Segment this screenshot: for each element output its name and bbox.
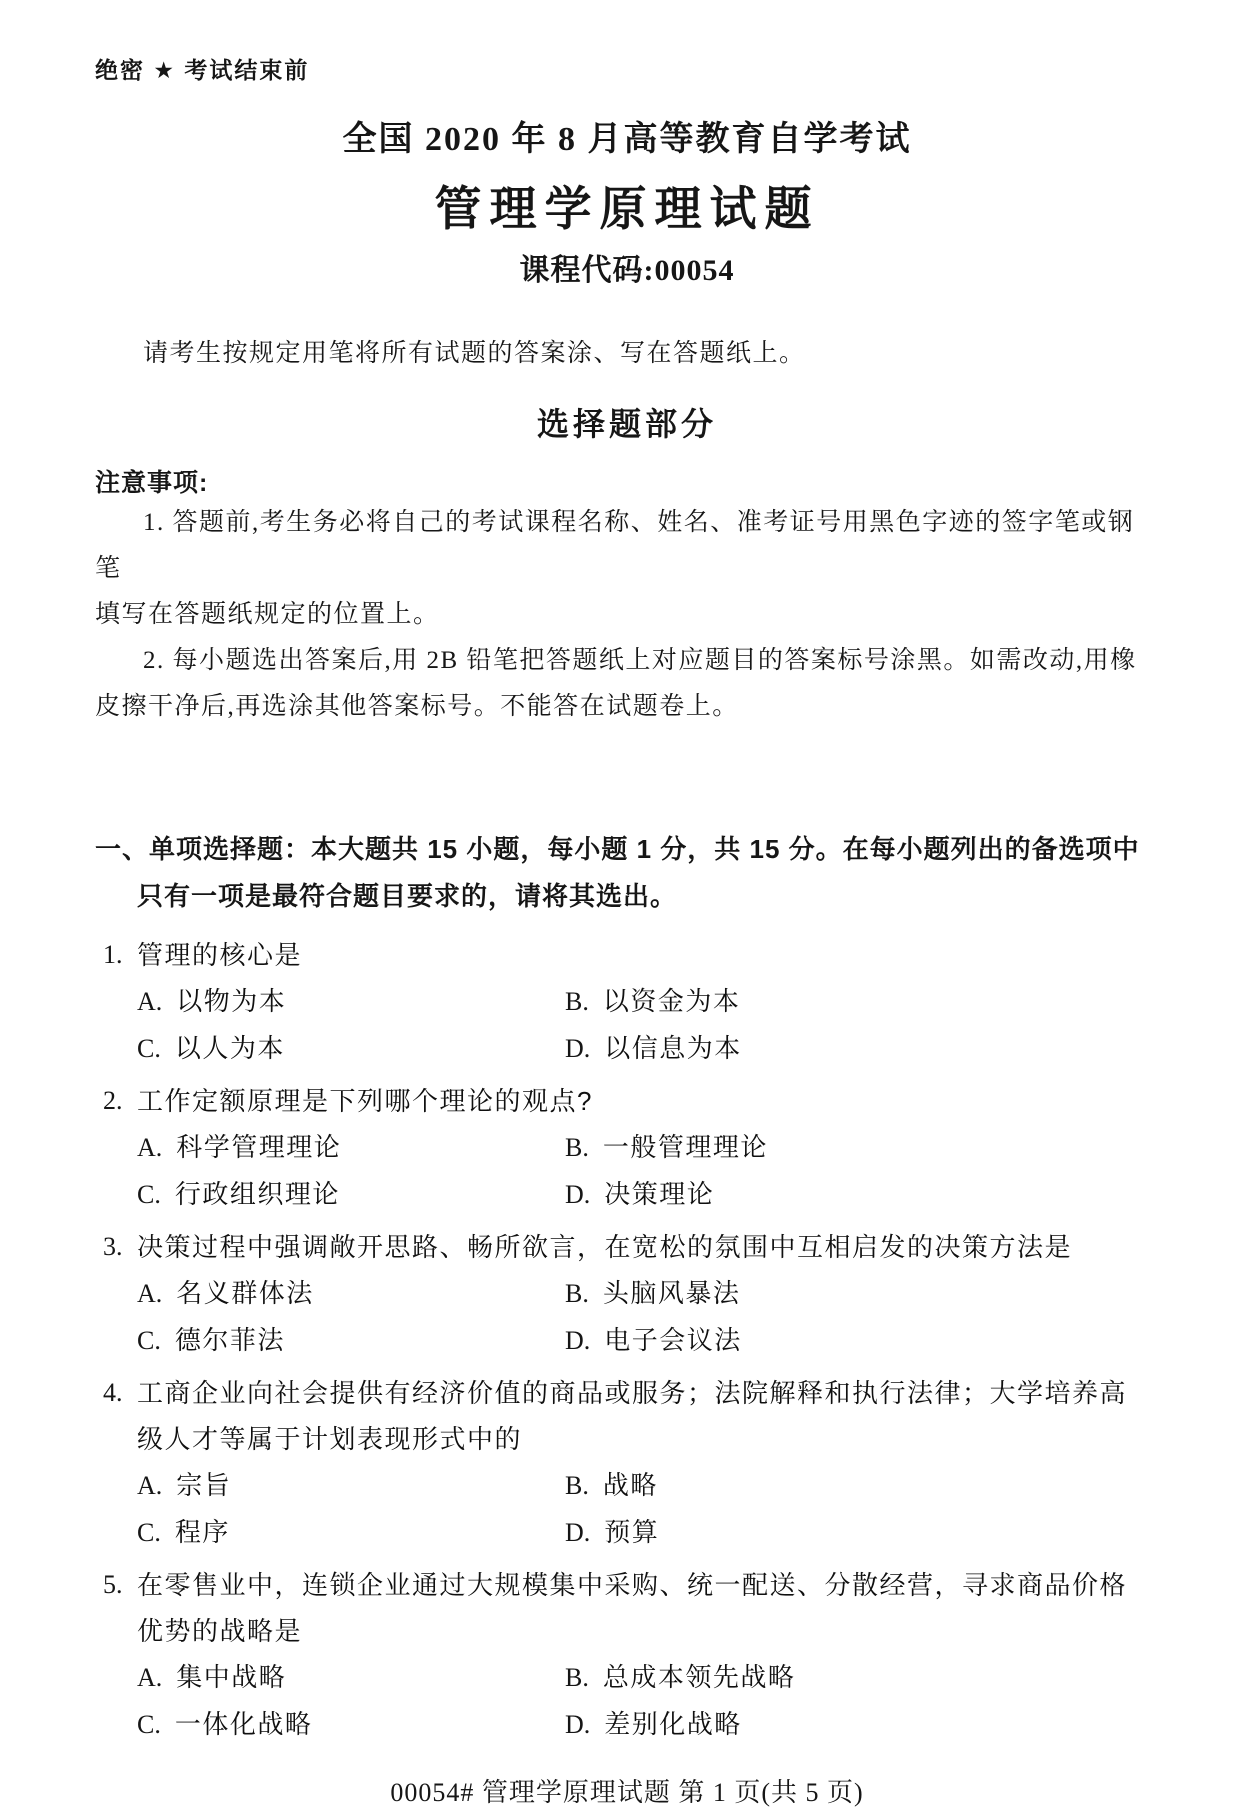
question-stem: 管理的核心是 xyxy=(137,940,303,970)
option-d xyxy=(565,1509,1159,1556)
note-line: 1. 答题前,考生务必将自己的考试课程名称、姓名、准考证号用黑色字迹的签字笔或钢笔 xyxy=(95,509,1135,582)
option-c xyxy=(137,1317,565,1364)
option-text: 集中战略 xyxy=(176,1662,287,1692)
option-text: 科学管理理论 xyxy=(176,1132,342,1162)
option-letter: D. xyxy=(565,1034,591,1063)
option-a xyxy=(137,1462,565,1509)
answer-sheet-instruction: 请考生按规定用笔将所有试题的答案涂、写在答题纸上。 xyxy=(143,340,806,367)
option-letter: D. xyxy=(565,1326,591,1355)
option-text: 宗旨 xyxy=(176,1470,232,1500)
option-letter: C. xyxy=(137,1710,161,1739)
option-letter: C. xyxy=(137,1180,161,1209)
option-d xyxy=(565,1171,1159,1218)
option-text: 差别化战略 xyxy=(604,1709,742,1739)
question-stem: 决策过程中强调敞开思路、畅所欲言，在宽松的氛围中互相启发的决策方法是 xyxy=(137,1232,1073,1262)
option-letter: C. xyxy=(137,1518,161,1547)
course-code: 课程代码:00054 xyxy=(519,254,735,287)
option-a xyxy=(137,1654,565,1701)
classification-banner: 绝密 ★ 考试结束前 xyxy=(95,57,310,83)
option-letter: A. xyxy=(137,1663,163,1692)
option-letter: D. xyxy=(565,1518,591,1547)
note-item-2 xyxy=(95,638,1159,730)
question-number: 3. xyxy=(103,1232,123,1261)
option-a xyxy=(137,1270,565,1317)
option-letter: B. xyxy=(565,1471,589,1500)
option-text: 决策理论 xyxy=(604,1179,715,1209)
option-text: 以物为本 xyxy=(176,986,287,1016)
option-letter: A. xyxy=(137,1471,163,1500)
question-1 xyxy=(95,932,1159,1072)
question-number: 1. xyxy=(103,940,123,969)
question-number: 2. xyxy=(103,1086,123,1115)
question-2 xyxy=(95,1078,1159,1218)
option-letter: A. xyxy=(137,1133,163,1162)
question-4 xyxy=(95,1370,1159,1556)
question-3 xyxy=(95,1224,1159,1364)
option-b xyxy=(565,1124,1159,1171)
question-5 xyxy=(95,1562,1159,1748)
option-d xyxy=(565,1025,1159,1072)
note-line: 2. 每小题选出答案后,用 2B 铅笔把答题纸上对应题目的答案标号涂黑。如需改动,用橡 xyxy=(143,647,1137,674)
option-text: 战略 xyxy=(602,1470,658,1500)
option-c xyxy=(137,1025,565,1072)
option-d xyxy=(565,1317,1159,1364)
option-text: 头脑风暴法 xyxy=(602,1278,741,1308)
exam-title-line2: 管理学原理试题 xyxy=(434,184,820,236)
option-letter: B. xyxy=(565,1133,589,1162)
section-heading-single-choice xyxy=(95,826,1159,920)
question-stem-continued: 优势的战略是 xyxy=(137,1616,303,1646)
option-text: 一般管理理论 xyxy=(602,1132,768,1162)
option-letter: C. xyxy=(137,1034,161,1063)
option-text: 德尔菲法 xyxy=(174,1325,285,1355)
option-text: 以人为本 xyxy=(174,1033,285,1063)
question-stem-continued: 级人才等属于计划表现形式中的 xyxy=(137,1424,523,1454)
option-text: 以信息为本 xyxy=(604,1033,742,1063)
option-text: 电子会议法 xyxy=(604,1325,742,1355)
option-text: 程序 xyxy=(174,1517,230,1547)
option-letter: A. xyxy=(137,987,163,1016)
exam-title-line1: 全国 2020 年 8 月高等教育自学考试 xyxy=(342,121,912,158)
option-b xyxy=(565,978,1159,1025)
question-list xyxy=(95,932,1159,1748)
option-text: 预算 xyxy=(604,1517,660,1547)
option-letter: B. xyxy=(565,987,589,1016)
note-item-1 xyxy=(95,500,1159,638)
option-b xyxy=(565,1654,1159,1701)
option-c xyxy=(137,1171,565,1218)
option-letter: A. xyxy=(137,1279,163,1308)
option-text: 总成本领先战略 xyxy=(602,1662,796,1692)
notes-heading: 注意事项: xyxy=(95,469,209,497)
question-number: 5. xyxy=(103,1570,123,1599)
option-letter: D. xyxy=(565,1710,591,1739)
option-letter: B. xyxy=(565,1279,589,1308)
option-a xyxy=(137,1124,565,1171)
option-letter: D. xyxy=(565,1180,591,1209)
option-c xyxy=(137,1701,565,1748)
option-text: 以资金为本 xyxy=(602,986,741,1016)
section-heading-line2: 只有一项是最符合题目要求的，请将其选出。 xyxy=(137,881,678,911)
option-letter: C. xyxy=(137,1326,161,1355)
option-b xyxy=(565,1270,1159,1317)
part-heading: 选择题部分 xyxy=(536,406,717,442)
section-heading-line1: 一、单项选择题：本大题共 15 小题，每小题 1 分，共 15 分。在每小题列出的备选项中 xyxy=(95,834,1140,864)
option-text: 名义群体法 xyxy=(176,1278,314,1308)
question-stem: 工商企业向社会提供有经济价值的商品或服务；法院解释和执行法律；大学培养高 xyxy=(137,1378,1128,1408)
question-stem: 工作定额原理是下列哪个理论的观点? xyxy=(137,1086,593,1116)
note-line: 皮擦干净后,再选涂其他答案标号。不能答在试题卷上。 xyxy=(95,693,739,720)
option-a xyxy=(137,978,565,1025)
option-text: 行政组织理论 xyxy=(174,1179,340,1209)
option-letter: B. xyxy=(565,1663,589,1692)
page-footer: 00054# 管理学原理试题 第 1 页(共 5 页) xyxy=(390,1778,864,1807)
option-text: 一体化战略 xyxy=(174,1709,313,1739)
question-number: 4. xyxy=(103,1378,123,1407)
note-line: 填写在答题纸规定的位置上。 xyxy=(95,601,440,628)
option-c xyxy=(137,1509,565,1556)
question-stem: 在零售业中，连锁企业通过大规模集中采购、统一配送、分散经营，寻求商品价格 xyxy=(137,1570,1128,1600)
option-d xyxy=(565,1701,1159,1748)
option-b xyxy=(565,1462,1159,1509)
